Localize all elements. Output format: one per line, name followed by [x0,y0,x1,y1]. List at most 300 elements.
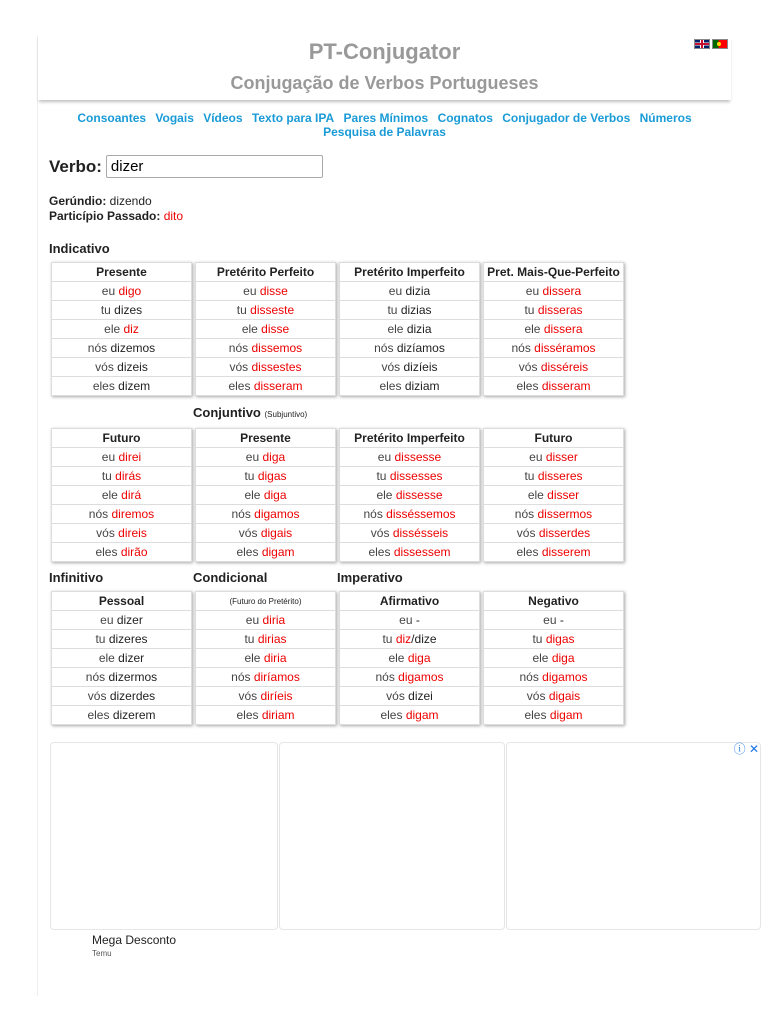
table-indicativo-imperfeito [339,262,480,396]
pronoun: nós [87,341,108,355]
pronoun: vós [518,360,538,374]
conjugation-cell [196,377,336,396]
table-row [340,448,480,467]
pronoun: vós [96,526,115,540]
pronoun: tu [236,303,247,317]
pronoun: ele [104,322,121,336]
verb-form: dizes [114,303,143,317]
conjugation-cell [52,630,192,649]
table-row [52,687,192,706]
conjugation-cell [52,543,192,562]
conjugation-cell [196,301,336,320]
table-row [340,377,480,396]
table-header: Pretérito Imperfeito [340,263,480,282]
table-row [484,524,624,543]
ad-controls [734,740,759,757]
verb-form: disser [547,488,580,502]
pronoun: tu [244,469,255,483]
pronoun: nós [375,670,395,684]
pronoun: ele [376,488,393,502]
table-row [196,543,336,562]
table-indicativo-mais-que-perfeito [483,262,624,396]
participle-label: Particípio Passado: [49,209,161,223]
table-row [52,358,192,377]
verb-form: diga [263,488,287,502]
verb-form: diria [262,613,286,627]
ad-advertiser: Temu [92,949,112,958]
verb-form: dissemos [251,341,303,355]
conjugation-cell [52,339,192,358]
table-conjuntivo-futuro [483,428,624,562]
pronoun: tu [524,303,535,317]
conjugation-cell [340,611,480,630]
table-row [484,630,624,649]
conjugation-cell [484,320,624,339]
verb-form: diziam [404,379,440,393]
pronoun: vós [516,526,536,540]
nav-link-pares-minimos[interactable]: Pares Mínimos [343,111,429,125]
conjugation-cell [484,282,624,301]
verb-form: diremos [111,507,155,521]
pronoun: eles [228,379,251,393]
verb-form: disseram [541,379,591,393]
nav-link-consoantes[interactable]: Consoantes [77,111,147,125]
table-row [340,687,480,706]
table-row [484,543,624,562]
pronoun: vós [229,360,249,374]
pronoun: ele [101,488,118,502]
table-row [484,301,624,320]
flag-pt-icon[interactable] [712,39,728,49]
verb-form: disséramos [534,341,596,355]
pronoun: eles [380,708,403,722]
table-row [484,486,624,505]
table-indicativo-futuro [51,428,192,562]
conjugation-cell [52,668,192,687]
verb-form: digamos [542,670,588,684]
verb-form: diz [123,322,139,336]
table-row [340,649,480,668]
verb-form: disseram [253,379,303,393]
conjugation-cell [196,320,336,339]
pronoun: nós [514,507,535,521]
table-row [196,687,336,706]
verb-form: digais [548,689,581,703]
conjugation-cell [52,320,192,339]
ad-image-2[interactable] [279,742,505,930]
conjugation-cell [52,301,192,320]
verb-form: digas [545,632,575,646]
table-row [52,339,192,358]
nav-link-pesquisa[interactable]: Pesquisa de Palavras [323,125,446,139]
verb-form: digam [405,708,439,722]
table-header: Presente [52,263,192,282]
table-row [196,320,336,339]
language-flags [694,39,728,49]
verb-form: disseste [250,303,295,317]
verb-form: disserdes [538,526,591,540]
table-row [52,282,192,301]
pronoun: nós [363,507,383,521]
verb-form: dissesses [389,469,443,483]
conjugation-cell [52,448,192,467]
pronoun: tu [101,469,112,483]
table-row [484,282,624,301]
conjugation-cell [196,543,336,562]
section-condicional: Condicional [193,570,268,585]
pronoun: ele [387,322,404,336]
table-row [52,630,192,649]
table-indicativo-presente [51,262,192,396]
conjugation-cell [484,524,624,543]
verb-form: disse [259,284,288,298]
table-row [52,611,192,630]
section-indicativo: Indicativo [49,241,110,256]
verb-form: dizeis [117,360,148,374]
verb-form: dizíeis [403,360,438,374]
table-row [52,706,192,725]
conjugation-cell [484,301,624,320]
table-row [340,486,480,505]
pronoun: eles [236,545,259,559]
table-header: Futuro [52,429,192,448]
table-row [484,649,624,668]
table-header: Pretérito Perfeito [196,263,336,282]
pronoun: ele [244,651,261,665]
conjugation-cell [52,687,192,706]
conjugation-cell [484,630,624,649]
table-row [196,630,336,649]
conjugation-cell [196,668,336,687]
pronoun: eles [92,379,115,393]
verb-form: dissesse [394,450,442,464]
verb-form-alt: dize [414,632,437,646]
table-row [340,611,480,630]
verb-form: digas [257,469,287,483]
pronoun: eles [236,708,259,722]
pronoun: eu [399,613,413,627]
gerund-value: dizendo [109,194,152,208]
pronoun: ele [244,488,261,502]
verb-form: - [415,613,420,627]
table-indicativo-perfeito [195,262,336,396]
verb-form: dizem [118,379,151,393]
table-row [52,668,192,687]
pronoun: eles [368,545,391,559]
table-row [196,611,336,630]
ad-banner[interactable] [50,742,761,930]
pronoun: eu [101,450,116,464]
pronoun: vós [526,689,546,703]
verb-form: disserem [541,545,591,559]
conjugation-cell [340,358,480,377]
table-header: Futuro [484,429,624,448]
verb-form: disséssemos [386,507,456,521]
pronoun: tu [524,469,535,483]
pronoun: tu [100,303,111,317]
conjugation-cell: tu diz/dize [340,630,480,649]
pronoun: eu [529,450,543,464]
verb-form: diga [551,651,575,665]
table-row [340,301,480,320]
table-condicional [195,591,336,725]
conjugation-cell [340,524,480,543]
table-row [484,448,624,467]
table-row [52,377,192,396]
pronoun: vós [370,526,390,540]
verb-form: direi [118,450,142,464]
conjugation-cell [52,505,192,524]
conjugation-cell [340,377,480,396]
verb-form: disséreis [540,360,589,374]
verb-form: dizer [118,651,145,665]
pronoun: ele [524,322,541,336]
verb-form: - [559,613,564,627]
conjugation-cell [196,649,336,668]
verb-form: disse [261,322,290,336]
verb-form: diz [395,632,412,646]
conjugation-cell [484,706,624,725]
conjugation-cell [196,486,336,505]
table-row [196,486,336,505]
table-row [340,543,480,562]
table-row [484,668,624,687]
pronoun: vós [87,689,107,703]
conjugation-cell [196,706,336,725]
verb-form: digais [260,526,293,540]
pronoun: tu [244,632,255,646]
verb-form: disseras [537,303,583,317]
table-row [340,706,480,725]
verb-form: dissessem [393,545,451,559]
verb-form: dizer [116,613,143,627]
pronoun: nós [85,670,106,684]
table-conjuntivo-imperfeito [339,428,480,562]
pronoun: tu [387,303,398,317]
nav-link-vogais[interactable]: Vogais [155,111,194,125]
table-row [52,543,192,562]
conjugation-cell [340,649,480,668]
conjugation-cell [52,467,192,486]
pronoun: tu [382,632,393,646]
conjugation-cell [196,524,336,543]
conjugation-cell [484,358,624,377]
table-header: (Futuro do Pretérito) [196,592,336,611]
pronoun: eles [379,379,402,393]
verb-form: digam [261,545,295,559]
pronoun: eu [100,613,114,627]
nav-menu [38,111,731,139]
table-row [52,505,192,524]
table-row [52,320,192,339]
conjugation-cell [196,687,336,706]
verb-form: diriam [261,708,295,722]
conjugation-cell [196,339,336,358]
table-row [52,467,192,486]
table-row [196,358,336,377]
pronoun: eu [543,613,557,627]
verb-form: dirias [257,632,287,646]
site-header [38,36,731,100]
table-row [196,524,336,543]
verb-form: dissésseis [392,526,449,540]
table-row [52,448,192,467]
conjugation-cell [196,505,336,524]
conjugation-cell [484,649,624,668]
conjugation-cell [484,543,624,562]
pronoun: nós [228,341,249,355]
conjugation-cell [484,486,624,505]
ad-close-icon[interactable]: ✕ [748,742,759,756]
nav-link-conjugador[interactable]: Conjugador de Verbos [502,111,631,125]
conjugation-cell [52,706,192,725]
pronoun: nós [231,670,251,684]
pronoun: tu [95,632,106,646]
pronoun: ele [527,488,544,502]
pronoun: eles [516,379,539,393]
verb-form: dizerdes [109,689,156,703]
verb-form: direis [118,526,147,540]
verb-form: dissestes [251,360,302,374]
pronoun: eles [516,545,539,559]
conjugation-cell [340,301,480,320]
table-header: Afirmativo [340,592,480,611]
table-row [484,687,624,706]
table-row [196,706,336,725]
pronoun: eu [245,450,260,464]
pronoun: ele [98,651,115,665]
verb-form: digo [118,284,142,298]
verb-form: dizerem [112,708,156,722]
table-row [340,505,480,524]
pronoun: eu [388,284,403,298]
table-row [340,282,480,301]
conjugation-cell [484,687,624,706]
verb-form: dissesse [395,488,443,502]
conjugation-cell [340,668,480,687]
ad-image-3[interactable] [506,742,761,930]
pronoun: nós [231,507,251,521]
flag-uk-icon[interactable] [694,39,710,49]
table-row [196,301,336,320]
verb-form: dizeres [108,632,148,646]
table-imperativo-negativo [483,591,624,725]
pronoun: eu [525,284,540,298]
pronoun: eles [95,545,118,559]
conjugation-cell [196,467,336,486]
nav-link-videos[interactable]: Vídeos [203,111,243,125]
verb-form: dizia [406,322,432,336]
gerund-label: Gerúndio: [49,194,107,208]
site-title[interactable]: PT-Conjugator [308,39,461,64]
table-row [484,377,624,396]
conjugation-cell [484,467,624,486]
table-row [484,358,624,377]
section-conjuntivo-note: (Subjuntivo) [264,410,308,419]
conjugation-cell [484,448,624,467]
table-header: Negativo [484,592,624,611]
table-row [196,505,336,524]
table-header: Pretérito Imperfeito [340,429,480,448]
verb-form: dizei [408,689,433,703]
table-header: Pret. Mais-Que-Perfeito [484,263,624,282]
conjugation-cell [340,320,480,339]
pronoun: eu [377,450,392,464]
table-row [484,611,624,630]
conjugation-cell [340,282,480,301]
nav-link-cognatos[interactable]: Cognatos [437,111,493,125]
pronoun: vós [386,689,405,703]
section-conjuntivo [193,405,307,420]
section-conjuntivo-label: Conjuntivo [193,405,261,420]
verb-form: dirão [120,545,148,559]
conjugation-cell [340,467,480,486]
pronoun: vós [381,360,401,374]
table-row [484,505,624,524]
verb-form: digamos [398,670,444,684]
conjugation-cell [52,486,192,505]
nav-link-numeros[interactable]: Números [639,111,692,125]
table-row [340,630,480,649]
verb-form: digamos [254,507,300,521]
section-imperativo: Imperativo [337,570,403,585]
ad-info-icon[interactable]: ⓘ [733,742,746,756]
conjugation-cell [484,668,624,687]
table-header: Pessoal [52,592,192,611]
verb-form: diga [407,651,431,665]
verb-form: dissermos [537,507,593,521]
conjugation-cell [52,611,192,630]
pronoun: eles [87,708,110,722]
section-infinitivo: Infinitivo [49,570,104,585]
conjugation-cell [484,611,624,630]
verb-form: dirá [121,488,142,502]
verb-input[interactable] [106,155,323,178]
verb-form: diria [263,651,287,665]
ad-title[interactable]: Mega Desconto [92,933,177,947]
conjugation-cell [196,611,336,630]
pronoun: vós [95,360,114,374]
conjugation-cell [484,339,624,358]
table-row [52,649,192,668]
pronoun: eu [245,613,260,627]
nav-link-texto-ipa[interactable]: Texto para IPA [251,111,335,125]
pronoun: eu [243,284,257,298]
pronoun: eu [101,284,116,298]
verb-form: dissera [543,322,583,336]
pronoun: nós [511,341,531,355]
table-row [52,301,192,320]
table-row [484,320,624,339]
verb-form: digam [549,708,583,722]
conjugation-cell [484,377,624,396]
conjugation-cell [340,706,480,725]
pronoun: ele [388,651,405,665]
verb-form: diga [262,450,286,464]
verb-form: disseres [537,469,583,483]
table-row [196,467,336,486]
conjugation-cell [340,505,480,524]
ad-image-1[interactable] [50,742,278,930]
gerund-line [49,194,152,208]
verb-form: dizias [400,303,432,317]
table-row [196,448,336,467]
verb-form: diríeis [260,689,293,703]
conjugation-cell [340,339,480,358]
table-row [484,706,624,725]
table-conjuntivo-presente [195,428,336,562]
pronoun: vós [238,526,258,540]
